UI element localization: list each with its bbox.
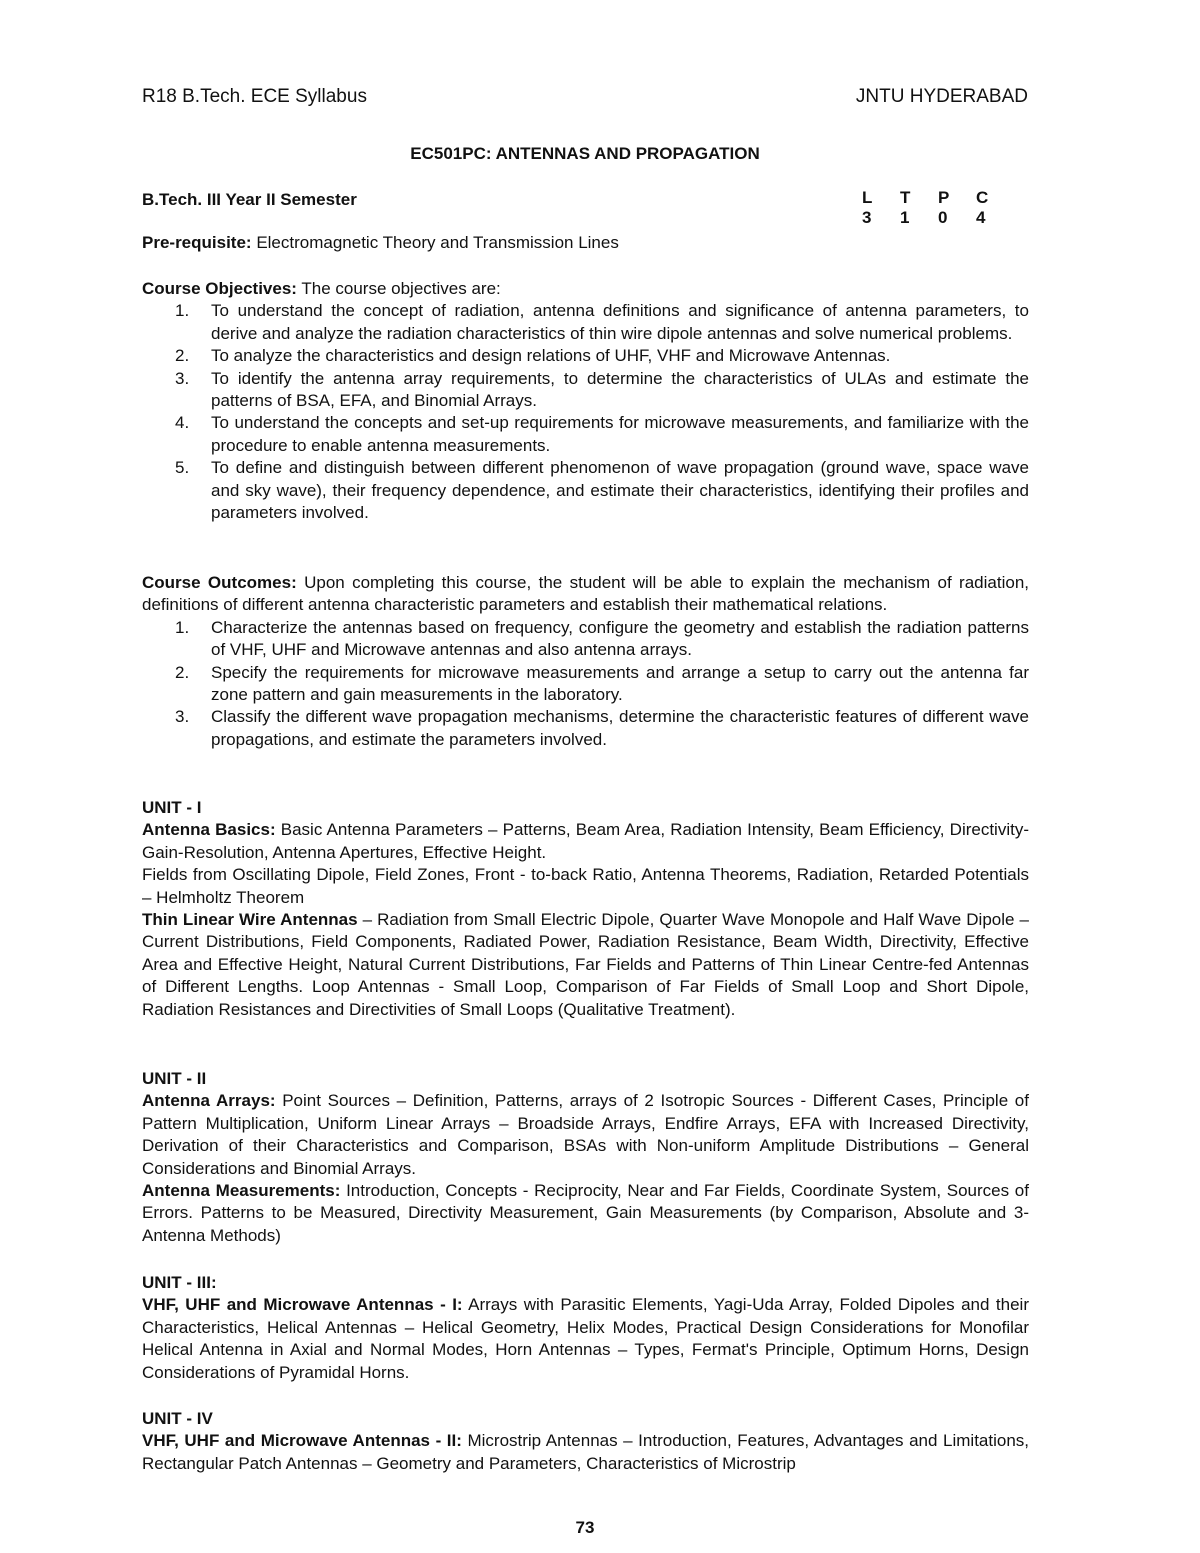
unit-1: [142, 797, 1029, 1021]
list-item-number: 1.: [175, 617, 190, 637]
objectives-list: [142, 300, 1029, 524]
list-item: [142, 706, 1029, 751]
ltpc-value-t: 1: [900, 208, 910, 227]
unit-3-title: UNIT - III:: [142, 1273, 217, 1292]
ltpc-value-c: 4: [976, 208, 986, 227]
unit-1-p3-text: – Radiation from Small Electric Dipole, Quarter Wave Monopole and Half Wave Dipole – Current Distributions, Field Components, Radiated Power, Radiation Resistance, Beam Width, Directivity, Effective Area and Effective Height, Natural Current Distributions, Far Fields and Patterns of Thin Linear Centre-fed Antennas of Different Lengths. Loop Antennas - Small Loop, Comparison of Far Fields of Small Loop and Short Dipole, Radiation Resistances and Directivities of Small Loops (Qualitative Treatment).: [142, 910, 1029, 1019]
unit-2-p1-label: Antenna Arrays:: [142, 1091, 276, 1111]
unit-2-p2-text: Introduction, Concepts - Reciprocity, Near and Far Fields, Coordinate System, Sources of Errors. Patterns to be Measured, Directivity Measurement, Gain Measurements (by Comparison, Absolute and 3-Antenna Methods): [142, 1181, 1029, 1245]
ltpc-table: [862, 188, 1014, 228]
objectives-intro: The course objectives are:: [296, 279, 501, 298]
list-item-number: 4.: [175, 413, 190, 433]
unit-4-p1-label: VHF, UHF and Microwave Antennas - II:: [142, 1431, 462, 1451]
list-item: [142, 412, 1029, 457]
unit-1-title: UNIT - I: [142, 798, 202, 817]
semester-label: B.Tech. III Year II Semester: [142, 190, 357, 209]
list-item-text: Classify the different wave propagation mechanisms, determine the characteristic features of different wave propagations, and estimate the parameters involved.: [211, 707, 1029, 749]
unit-4: [142, 1408, 1029, 1475]
list-item-text: To understand the concepts and set-up requirements for microwave measurements, and familiarize with the procedure to enable antenna measurements.: [211, 413, 1029, 455]
objectives-label: Course Objectives:: [142, 279, 297, 298]
list-item-number: 2.: [175, 662, 190, 682]
header-left: R18 B.Tech. ECE Syllabus: [142, 86, 367, 107]
list-item-text: Characterize the antennas based on frequency, configure the geometry and establish the radiation patterns of VHF, UHF and Microwave antennas and also antenna arrays.: [211, 617, 1029, 660]
unit-1-p3-label: Thin Linear Wire Antennas: [142, 910, 358, 930]
list-item: [142, 662, 1029, 707]
unit-2: [142, 1068, 1029, 1247]
unit-2-p2-label: Antenna Measurements:: [142, 1181, 341, 1201]
list-item: [142, 368, 1029, 413]
ltpc-label-t: T: [900, 188, 911, 207]
list-item-number: 1.: [175, 301, 190, 321]
unit-1-p1-text: Basic Antenna Parameters – Patterns, Beam Area, Radiation Intensity, Beam Efficiency, Directivity-Gain-Resolution, Antenna Apertures, Effective Height.: [142, 820, 1029, 862]
unit-1-p2-text: Fields from Oscillating Dipole, Field Zones, Front - to-back Ratio, Antenna Theorems, Radiation, Retarded Potentials – Helmholtz Theorem: [142, 865, 1029, 907]
list-item-number: 3.: [175, 368, 190, 388]
list-item-text: To understand the concept of radiation, antenna definitions and significance of antenna parameters, to derive and analyze the radiation characteristics of thin wire dipole antennas and solve numerical problems.: [211, 301, 1029, 343]
unit-1-p1-label: Antenna Basics:: [142, 820, 276, 840]
ltpc-label-p: P: [938, 188, 950, 207]
outcomes-list: [142, 617, 1029, 751]
ltpc-label-c: C: [976, 188, 989, 207]
unit-2-title: UNIT - II: [142, 1069, 207, 1088]
list-item: [142, 617, 1029, 662]
list-item-number: 5.: [175, 458, 190, 478]
unit-4-p1-text: Microstrip Antennas – Introduction, Features, Advantages and Limitations, Rectangular Patch Antennas – Geometry and Parameters, Characteristics of Microstrip: [142, 1431, 1029, 1473]
unit-3-p1-label: VHF, UHF and Microwave Antennas - I:: [142, 1295, 463, 1315]
unit-3-p1-text: Arrays with Parasitic Elements, Yagi-Uda Array, Folded Dipoles and their Characteristics, Helical Antennas – Helical Geometry, Helix Modes, Practical Design Considerations for Monofilar Helical Antenna in Axial and Normal Modes, Horn Antennas – Types, Fermat's Principle, Optimum Horns, Design Considerations of Pyramidal Horns.: [142, 1295, 1029, 1382]
list-item-text: Specify the requirements for microwave measurements and arrange a setup to carry out the antenna far zone pattern and gain measurements in the laboratory.: [211, 662, 1029, 705]
ltpc-value-l: 3: [862, 208, 872, 227]
list-item: [142, 345, 1029, 367]
page-number: 73: [575, 1518, 595, 1537]
ltpc-value-p: 0: [938, 208, 948, 227]
course-title: EC501PC: ANTENNAS AND PROPAGATION: [410, 144, 760, 163]
list-item: [142, 300, 1029, 345]
course-outcomes: [142, 572, 1029, 751]
unit-2-p1-text: Point Sources – Definition, Patterns, arrays of 2 Isotropic Sources - Different Cases, Principle of Pattern Multiplication, Uniform Linear Arrays – Broadside Arrays, Endfire Arrays, EFA with Increased Directivity, Derivation of their Characteristics and Comparison, BSAs with Non-uniform Amplitude Distributions – General Considerations and Binomial Arrays.: [142, 1091, 1029, 1178]
course-objectives: [142, 278, 1029, 524]
list-item-number: 2.: [175, 346, 190, 366]
ltpc-label-l: L: [862, 188, 873, 207]
prerequisite-label: Pre-requisite:: [142, 233, 252, 252]
list-item: [142, 457, 1029, 524]
list-item-text: To analyze the characteristics and design relations of UHF, VHF and Microwave Antennas.: [211, 346, 891, 366]
unit-3: [142, 1272, 1029, 1384]
outcomes-intro: Upon completing this course, the student will be able to explain the mechanism of radiation, definitions of different antenna characteristic parameters and establish their mathematical relations.: [142, 573, 1029, 615]
header-right: JNTU HYDERABAD: [855, 86, 1028, 107]
list-item-text: To identify the antenna array requirements, to determine the characteristics of ULAs and estimate the patterns of BSA, EFA, and Binomial Arrays.: [211, 368, 1029, 411]
list-item-number: 3.: [175, 707, 190, 727]
unit-4-title: UNIT - IV: [142, 1409, 213, 1428]
outcomes-label: Course Outcomes:: [142, 573, 297, 592]
list-item-text: To define and distinguish between different phenomenon of wave propagation (ground wave, space wave and sky wave), their frequency dependence, and estimate their characteristics, identifying their profiles and parameters involved.: [211, 458, 1029, 523]
prerequisite: [142, 233, 619, 253]
prerequisite-text: Electromagnetic Theory and Transmission Lines: [251, 233, 619, 252]
